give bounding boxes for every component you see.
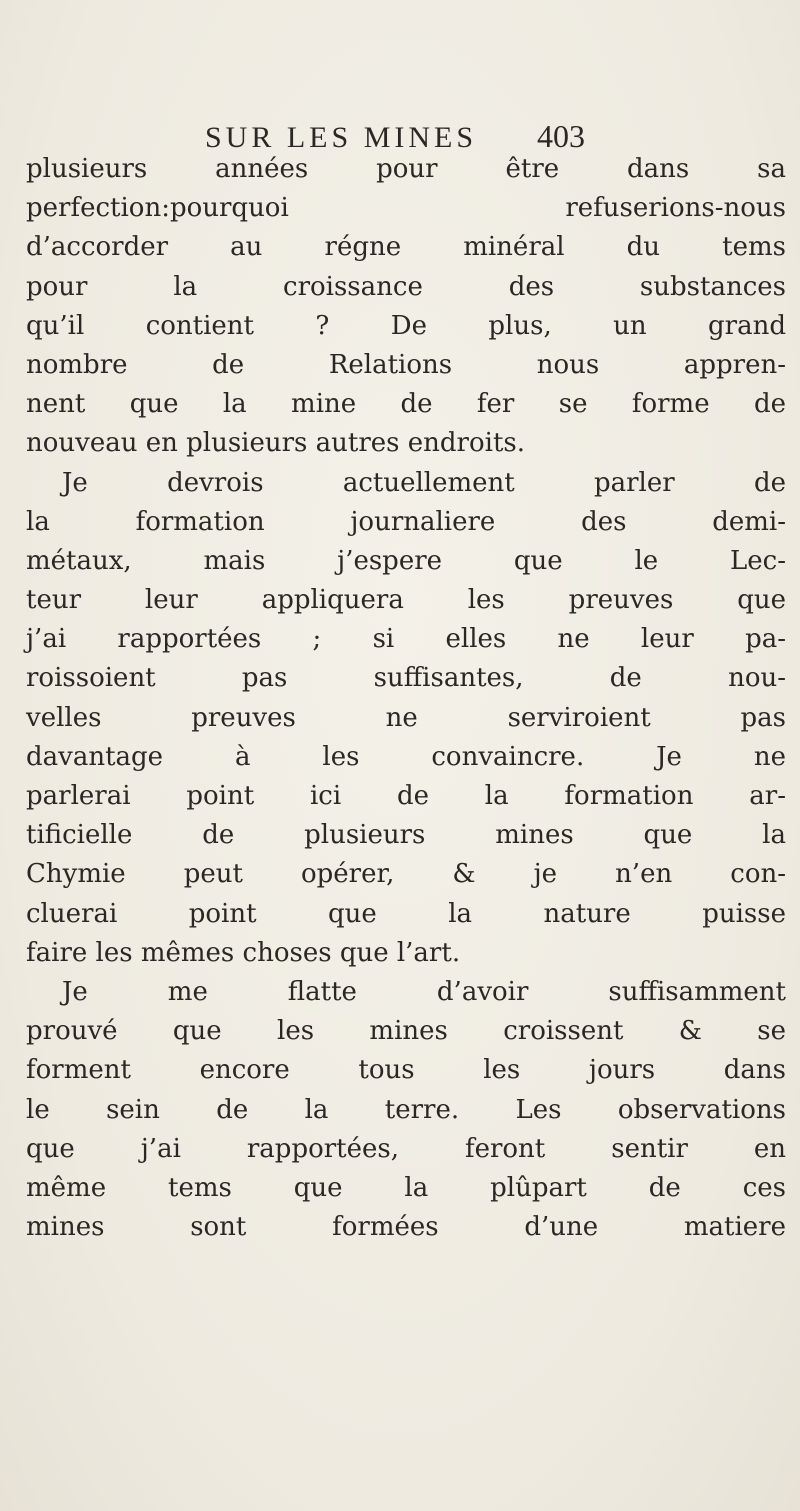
running-head-title: SUR LES MINES	[205, 121, 478, 154]
text-line: qu’il contient ? De plus, un grand	[26, 310, 786, 341]
text-line: nent que la mine de fer se forme de	[26, 389, 786, 420]
text-line: cluerai point que la nature puisse	[26, 898, 786, 929]
text-line: plusieurs années pour être dans sa	[26, 154, 786, 184]
text-line: roissoient pas suffisantes, de nou-	[26, 663, 786, 694]
text-line: faire les mêmes choses que l’art.	[26, 937, 461, 968]
body-text	[26, 150, 786, 1247]
text-line: forment encore tous les jours dans	[26, 1055, 786, 1086]
paragraph	[26, 464, 786, 973]
text-line: mines sont formées d’une matiere	[26, 1212, 786, 1243]
paragraph	[26, 973, 786, 1247]
page-number: 403	[537, 118, 585, 154]
text-line: j’ai rapportées ; si elles ne leur pa-	[26, 624, 786, 655]
text-line: prouvé que les mines croissent & se	[26, 1016, 786, 1047]
text-line: pour la croissance des substances	[26, 271, 786, 302]
text-line: le sein de la terre. Les observations	[26, 1094, 786, 1125]
text-line: davantage à les convaincre. Je ne	[26, 741, 786, 772]
text-line: que j’ai rapportées, feront sentir en	[26, 1133, 786, 1164]
text-line: velles preuves ne serviroient pas	[26, 702, 786, 733]
paragraph	[26, 150, 786, 464]
text-line: métaux, mais j’espere que le Lec-	[26, 545, 786, 576]
text-line: même tems que la plûpart de ces	[26, 1172, 786, 1203]
text-line: parlerai point ici de la formation ar-	[26, 781, 786, 811]
text-line: Chymie peut opérer, & je n’en con-	[26, 859, 786, 890]
text-line: Je devrois actuellement parler de	[62, 467, 786, 498]
text-line: nouveau en plusieurs autres endroits.	[26, 428, 526, 459]
text-line: la formation journaliere des demi-	[26, 506, 786, 537]
text-line: d’accorder au régne minéral du tems	[26, 232, 786, 263]
text-line: perfection:pourquoi refuserions-nous	[26, 193, 786, 224]
text-line: Je me flatte d’avoir suffisamment	[62, 976, 786, 1007]
text-line: tificielle de plusieurs mines que la	[26, 820, 786, 851]
text-line: nombre de Relations nous appren-	[26, 349, 786, 380]
text-line: teur leur appliquera les preuves que	[26, 585, 786, 616]
